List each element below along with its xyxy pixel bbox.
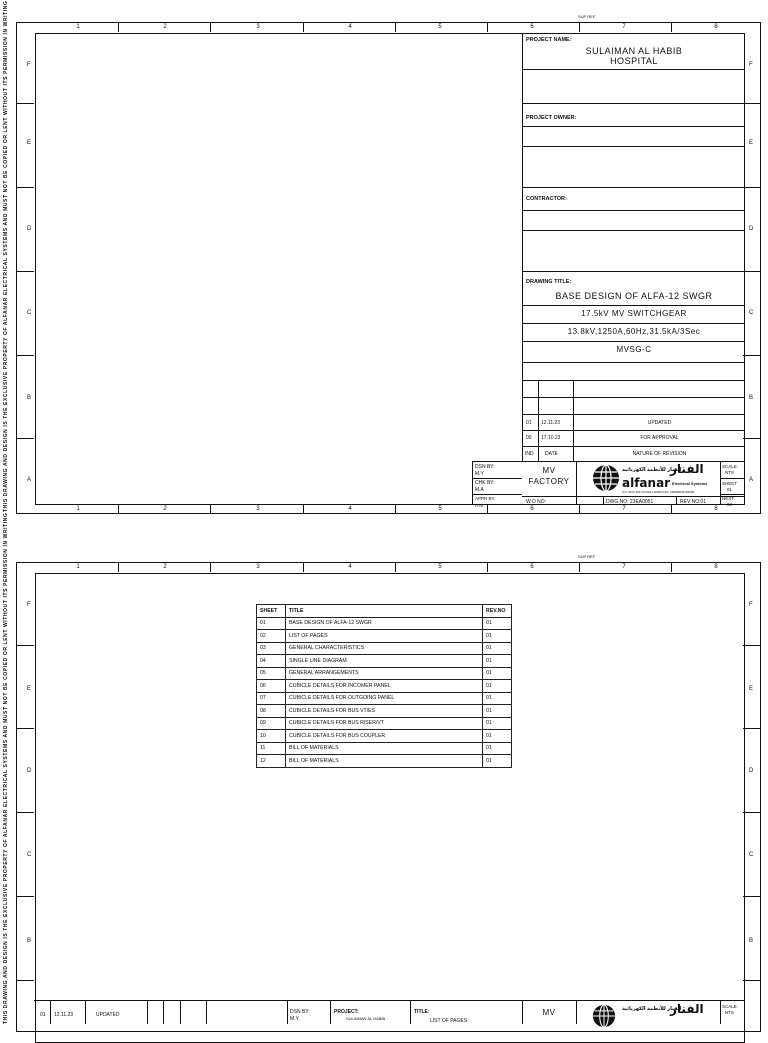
bottom-title-value: LIST OF PAGES xyxy=(430,1018,468,1024)
zone-tick xyxy=(395,22,396,32)
zone-tick xyxy=(303,22,304,32)
revision-number: REV NO:01 xyxy=(680,499,707,505)
zone-number: 6 xyxy=(530,564,534,570)
company-name-arabic-sub: الفنار للأنظمة الكهربائية xyxy=(622,467,682,473)
zone-letter: E xyxy=(27,140,32,146)
revision-date: 12.11.23 xyxy=(541,420,561,426)
divider xyxy=(522,230,745,231)
zone-letter: E xyxy=(749,140,754,146)
divider xyxy=(522,414,745,415)
row-rev: 01 xyxy=(483,655,512,668)
row-rev: 01 xyxy=(483,717,512,730)
zone-tick xyxy=(743,980,761,981)
divider xyxy=(720,494,745,495)
zone-tick xyxy=(210,22,211,32)
row-sheet: 05 xyxy=(257,667,286,680)
row-sheet: 08 xyxy=(257,705,286,718)
scale-value: NTS xyxy=(725,470,734,475)
zone-letter: B xyxy=(749,395,754,401)
zone-letter: D xyxy=(27,226,32,232)
next-value: 02 xyxy=(727,502,733,507)
row-sheet: 02 xyxy=(257,630,286,643)
scale-label: SCALE: xyxy=(722,464,739,469)
row-title: GENERAL CHARACTERISTICS xyxy=(286,642,483,655)
zone-tick xyxy=(671,22,672,32)
zone-tick xyxy=(671,504,672,514)
divider xyxy=(163,1000,164,1024)
divider xyxy=(522,126,745,127)
zone-letter: F xyxy=(749,602,753,608)
zone-tick xyxy=(118,22,119,32)
zone-tick xyxy=(16,645,34,646)
divider xyxy=(206,1000,207,1024)
table-row xyxy=(257,730,512,743)
zone-number: 6 xyxy=(530,24,534,30)
zone-tick xyxy=(487,504,488,514)
revision-ind: 01 xyxy=(526,420,532,426)
zone-tick xyxy=(395,504,396,514)
zone-number: 6 xyxy=(530,506,534,512)
factory-line2: FACTORY xyxy=(528,477,570,486)
bottom-revision-date: 12.11.23 xyxy=(54,1012,74,1018)
table-header-row xyxy=(257,605,512,618)
row-title: BILL OF MATERIALS xyxy=(286,755,483,768)
next-label: NEXT: xyxy=(722,496,735,501)
divider xyxy=(603,496,604,504)
row-title: BILL OF MATERIALS xyxy=(286,742,483,755)
divider xyxy=(720,478,745,479)
row-title: CUBICLE DETAILS FOR BUS RISER/VT xyxy=(286,717,483,730)
divider xyxy=(180,1000,181,1024)
zone-letter: C xyxy=(27,310,32,316)
appr-by-value: A.M xyxy=(475,503,484,508)
zone-number: 4 xyxy=(348,506,352,512)
row-title: CUBICLE DETAILS FOR OUTGOING PANEL xyxy=(286,692,483,705)
table-row xyxy=(257,742,512,755)
zone-number: 8 xyxy=(714,24,718,30)
zone-letter: D xyxy=(27,768,32,774)
zone-tick xyxy=(579,562,580,572)
zone-letter: D xyxy=(749,768,754,774)
chk-by-value: M.A xyxy=(475,487,484,493)
divider xyxy=(522,305,745,306)
zone-tick xyxy=(118,504,119,514)
table-row xyxy=(257,655,512,668)
revision-date: 17.10.23 xyxy=(541,435,561,441)
revision-header-nature: NATURE OF REVISION xyxy=(632,451,687,457)
sheet-label: SHEET xyxy=(722,481,738,486)
factory-line1: MV xyxy=(542,466,556,475)
row-title: CUBICLE DETAILS FOR BUS VT/ES xyxy=(286,705,483,718)
company-name: alfanar xyxy=(622,476,671,490)
project-name-line1: SULAIMAN AL HABIB xyxy=(585,46,683,56)
divider xyxy=(522,323,745,324)
zone-tick xyxy=(671,562,672,572)
row-rev: 01 xyxy=(483,692,512,705)
copyright-side-note: THIS DRAWING AND DESIGN IS THE EXCLUSIVE PROPERTY OF ALFANAR ELECTRICAL SYSTEMS AND MUST NOT BE COPIED OR LENT WITHOUT ITS PERMISSION IN WRITING xyxy=(3,512,9,1024)
zone-letter: B xyxy=(27,395,32,401)
divider xyxy=(720,1000,721,1024)
list-of-pages-table xyxy=(256,604,512,768)
divider xyxy=(522,69,745,70)
zone-tick xyxy=(743,355,761,356)
zone-tick xyxy=(16,896,34,897)
zone-tick xyxy=(743,728,761,729)
header-title: TITLE xyxy=(286,605,483,618)
zone-number: 3 xyxy=(256,506,260,512)
bottom-revision-ind: 01 xyxy=(40,1012,46,1018)
revision-nature: UPDATED xyxy=(647,420,672,426)
zone-tick xyxy=(16,355,34,356)
zone-tick xyxy=(487,22,488,32)
row-sheet: 06 xyxy=(257,680,286,693)
zone-number: 4 xyxy=(348,24,352,30)
zone-letter: C xyxy=(27,852,32,858)
zone-tick xyxy=(743,187,761,188)
zone-tick xyxy=(16,728,34,729)
project-owner-label: PROJECT OWNER: xyxy=(526,115,577,121)
row-rev: 01 xyxy=(483,705,512,718)
bottom-dsn-by-label: DSN BY: xyxy=(290,1009,310,1015)
zone-tick xyxy=(743,103,761,104)
row-rev: 01 xyxy=(483,642,512,655)
table-row xyxy=(257,642,512,655)
zone-tick xyxy=(743,812,761,813)
divider xyxy=(522,210,745,211)
row-sheet: 01 xyxy=(257,617,286,630)
bottom-scale-label: SCALE: xyxy=(722,1004,739,1009)
company-name-arabic: الفنار xyxy=(670,462,704,476)
zone-letter: C xyxy=(749,310,754,316)
company-logo xyxy=(578,462,720,495)
bottom-dsn-by-value: M.Y xyxy=(290,1016,299,1022)
zone-tick xyxy=(16,271,34,272)
divider xyxy=(410,1000,411,1024)
zone-letter: B xyxy=(749,938,754,944)
row-title: CUBICLE DETAILS FOR INCOMER PANEL xyxy=(286,680,483,693)
divider xyxy=(522,496,576,497)
chk-by-label: CHK BY: xyxy=(475,480,495,486)
row-sheet: 10 xyxy=(257,730,286,743)
divider xyxy=(576,1000,577,1024)
copyright-side-note: THIS DRAWING AND DESIGN IS THE EXCLUSIVE PROPERTY OF ALFANAR ELECTRICAL SYSTEMS AND MUST NOT BE COPIED OR LENT WITHOUT ITS PERMISSION IN WRITING xyxy=(3,0,9,512)
divider xyxy=(522,146,745,147)
zone-number: 2 xyxy=(163,24,167,30)
project-name-line2: HOSPITAL xyxy=(610,56,658,66)
zone-tick xyxy=(16,812,34,813)
bottom-project-label: PROJECT: xyxy=(334,1009,359,1015)
divider xyxy=(538,380,539,461)
zone-number: 5 xyxy=(438,24,442,30)
zone-number: 3 xyxy=(256,24,260,30)
zone-tick xyxy=(395,562,396,572)
divider xyxy=(522,187,745,188)
revision-header-ind: IND xyxy=(525,451,534,457)
zone-number: 3 xyxy=(256,564,260,570)
row-title: GENERAL ARRANGEMENTS xyxy=(286,667,483,680)
divider xyxy=(34,1000,745,1001)
table-row xyxy=(257,705,512,718)
divider xyxy=(522,397,745,398)
zone-letter: E xyxy=(27,686,32,692)
row-rev: 01 xyxy=(483,755,512,768)
company-subtitle: Electrical Systems xyxy=(672,481,708,486)
bottom-project-value: SULAIMAN AL HABIB xyxy=(346,1016,386,1021)
drawing-number: DWG NO: 23EA0051 xyxy=(606,499,654,505)
zone-number: 2 xyxy=(163,564,167,570)
divider xyxy=(472,494,522,495)
header-sheet: SHEET xyxy=(257,605,286,618)
zone-letter: C xyxy=(749,852,754,858)
row-title: SINGLE LINE DIAGRAM xyxy=(286,655,483,668)
company-name-arabic: الفنار xyxy=(670,1002,704,1016)
zone-number: 1 xyxy=(76,564,80,570)
zone-number: 7 xyxy=(622,24,626,30)
zone-tick xyxy=(743,438,761,439)
zone-letter: D xyxy=(749,226,754,232)
zone-number: 8 xyxy=(714,506,718,512)
drawing-title-line4: MVSG-C xyxy=(616,345,652,354)
bottom-scale-value: NTS xyxy=(725,1010,734,1015)
zone-letter: F xyxy=(27,602,31,608)
row-rev: 01 xyxy=(483,667,512,680)
divider xyxy=(147,1000,148,1024)
row-sheet: 11 xyxy=(257,742,286,755)
table-row xyxy=(257,692,512,705)
zone-tick xyxy=(16,980,34,981)
top-reference-tag: SUP REF. xyxy=(578,14,596,19)
zone-letter: B xyxy=(27,938,32,944)
table-row xyxy=(257,630,512,643)
row-sheet: 09 xyxy=(257,717,286,730)
company-name-arabic-sub: الفنار للأنظمة الكهربائية xyxy=(622,1006,682,1012)
top-reference-tag: SUP REF. xyxy=(578,554,596,559)
wo-number-label: W.O NO: xyxy=(526,499,546,505)
divider xyxy=(576,461,577,504)
appr-by-label: APPR BY: xyxy=(475,496,496,501)
company-address: P.O. BOX 301 RIYADH 11583 KSA. 3500000/3754000 xyxy=(622,490,695,494)
row-sheet: 07 xyxy=(257,692,286,705)
table-row xyxy=(257,717,512,730)
table-row xyxy=(257,680,512,693)
table-row xyxy=(257,755,512,768)
row-sheet: 04 xyxy=(257,655,286,668)
dsn-by-label: DSN BY: xyxy=(475,464,495,470)
bottom-factory-line1: MV xyxy=(542,1008,556,1017)
row-rev: 01 xyxy=(483,730,512,743)
divider xyxy=(522,380,745,381)
row-title: LIST OF PAGES xyxy=(286,630,483,643)
row-rev: 01 xyxy=(483,680,512,693)
zone-number: 1 xyxy=(76,24,80,30)
globe-icon xyxy=(592,464,620,492)
row-title: BASE DESIGN OF ALFA-12 SWGR xyxy=(286,617,483,630)
globe-icon xyxy=(592,1004,616,1028)
zone-tick xyxy=(743,271,761,272)
zone-letter: F xyxy=(749,62,753,68)
row-title: CUBICLE DETAILS FOR BUS COUPLER xyxy=(286,730,483,743)
row-rev: 01 xyxy=(483,742,512,755)
divider xyxy=(720,461,721,504)
zone-number: 5 xyxy=(438,564,442,570)
zone-tick xyxy=(16,187,34,188)
zone-number: 2 xyxy=(163,506,167,512)
row-rev: 01 xyxy=(483,617,512,630)
divider xyxy=(85,1000,86,1024)
row-sheet: 03 xyxy=(257,642,286,655)
revision-nature: FOR APPROVAL xyxy=(640,435,679,441)
zone-tick xyxy=(210,562,211,572)
bottom-revision-nature: UPDATED xyxy=(96,1012,120,1018)
zone-number: 7 xyxy=(622,564,626,570)
divider xyxy=(522,446,745,447)
row-rev: 01 xyxy=(483,630,512,643)
divider xyxy=(522,362,745,363)
zone-tick xyxy=(16,103,34,104)
sheet-value: 01 xyxy=(727,487,733,492)
divider xyxy=(522,103,745,104)
contractor-label: CONTRACTOR: xyxy=(526,196,567,202)
zone-letter: F xyxy=(27,62,31,68)
zone-tick xyxy=(210,504,211,514)
drawing-title-line2: 17.5kV MV SWITCHGEAR xyxy=(581,309,687,318)
revision-header-date: DATE xyxy=(545,451,558,457)
divider xyxy=(522,271,745,272)
divider xyxy=(50,1000,51,1024)
table-row xyxy=(257,617,512,630)
zone-letter: A xyxy=(749,477,754,483)
zone-number: 5 xyxy=(438,506,442,512)
table-row xyxy=(257,667,512,680)
revision-ind: 00 xyxy=(526,435,532,441)
drawing-title-line3: 13.8kV,1250A,60Hz,31.5kA/3Sec xyxy=(567,327,701,336)
project-name-label: PROJECT NAME: xyxy=(526,37,572,43)
zone-tick xyxy=(16,438,34,439)
zone-tick xyxy=(118,562,119,572)
zone-tick xyxy=(743,645,761,646)
zone-tick xyxy=(487,562,488,572)
bottom-title-label: TITLE: xyxy=(414,1009,430,1015)
zone-letter: A xyxy=(27,477,32,483)
zone-tick xyxy=(303,562,304,572)
zone-tick xyxy=(743,896,761,897)
divider xyxy=(472,461,473,504)
row-sheet: 12 xyxy=(257,755,286,768)
zone-number: 4 xyxy=(348,564,352,570)
zone-number: 7 xyxy=(622,506,626,512)
zone-number: 8 xyxy=(714,564,718,570)
zone-tick xyxy=(579,504,580,514)
zone-tick xyxy=(303,504,304,514)
zone-tick xyxy=(579,22,580,32)
divider xyxy=(676,496,677,504)
header-rev: REV.NO xyxy=(483,605,512,618)
drawing-title-line1: BASE DESIGN OF ALFA-12 SWGR xyxy=(555,291,713,301)
divider xyxy=(472,478,522,479)
zone-number: 1 xyxy=(76,506,80,512)
divider xyxy=(522,341,745,342)
divider xyxy=(287,1000,288,1024)
divider xyxy=(330,1000,331,1024)
drawing-title-label: DRAWING TITLE: xyxy=(526,279,572,285)
zone-letter: E xyxy=(749,686,754,692)
dsn-by-value: M.Y xyxy=(475,471,484,477)
divider xyxy=(522,430,745,431)
